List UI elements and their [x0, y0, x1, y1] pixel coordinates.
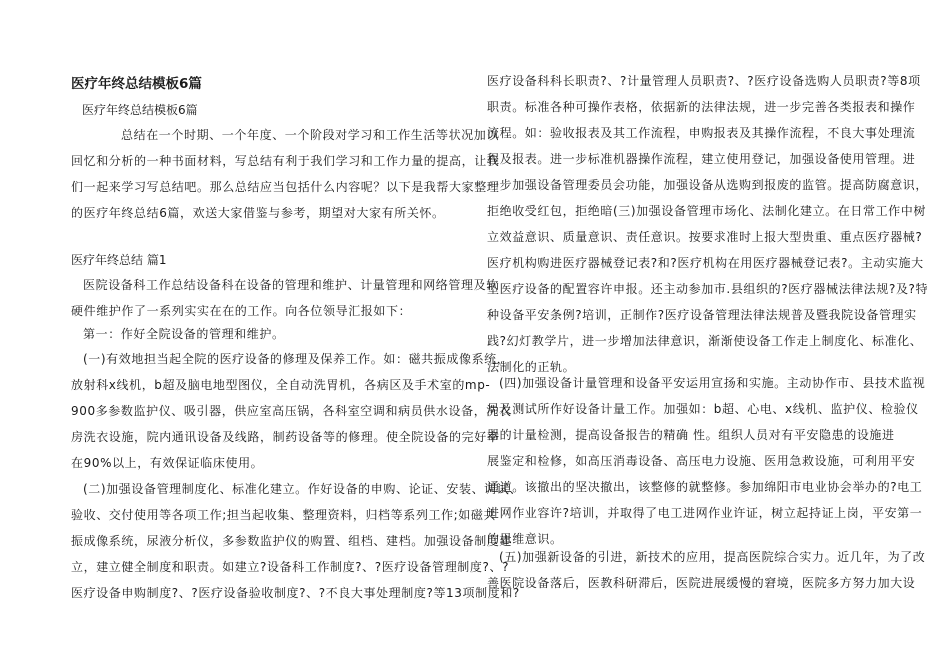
right-line: 程及报表。进一步标准机器操作流程，建立使用登记，加强设备使用管理。进	[487, 152, 916, 166]
item4-line: 进网作业容许?培训，并取得了电工进网作业许证，树立起持证上岗，平安第一	[487, 506, 923, 520]
item4-line: 展鉴定和检修，如高压消毒设备、高压电力设施、医用急救设施，可利用平安	[487, 454, 916, 468]
item2-paragraph	[71, 476, 522, 606]
intro-line: 总结在一个时期、一个年度、一个阶段对学习和工作生活等状况加以	[121, 128, 500, 142]
section-heading: 医疗年终总结 篇1	[71, 253, 167, 267]
intro-line: 回忆和分析的一种书面材料，写总结有利于我们学习和工作力量的提高，让我	[71, 154, 500, 168]
part1-heading-line: 第一：作好全院设备的管理和维护。	[83, 327, 285, 341]
document-subtitle: 医疗年终总结模板6篇	[82, 103, 198, 117]
item2-line: 振成像系统，尿液分析仪，多参数监护仪的购置、组档、建档。加强设备制度建	[71, 534, 513, 548]
right-top-paragraph	[487, 68, 929, 380]
part1-heading	[71, 321, 476, 347]
right-line: 立效益意识、质量意识、责任意识。按要求准时上报大型贵重、重点医疗器械?	[487, 230, 923, 244]
right-line: 践?幻灯教学片，进一步增加法律意识，渐渐使设备工作走上制度化、标准化、	[487, 334, 923, 348]
right-line: 型医疗设备的配置容许申报。还主动参加市.县组织的?医疗器械法律法规?及?特	[487, 282, 929, 296]
section1-intro	[71, 272, 499, 324]
item5-line: (五)加强新设备的引进，新技术的应用，提高医院综合实力。近几年，为了改	[499, 550, 926, 564]
section1-line: 硬件维护作了一系列实实在在的工作。向各位领导汇报如下：	[71, 304, 412, 318]
item2-line: (二)加强设备管理制度化、标准化建立。作好设备的申购、论证、安装、调试、	[83, 482, 522, 496]
item1-paragraph	[71, 346, 512, 476]
right-line: 医疗设备科科长职责?、?计量管理人员职责?、?医疗设备选购人员职责?等8项	[487, 74, 921, 88]
right-line: 种设备平安条例?培训，正制作?医疗设备管理法律法规普及暨我院设备管理实	[487, 308, 917, 322]
item2-line: 立，建立健全制度和职责。如建立?设备科工作制度?、?医疗设备管理制度?、?	[71, 560, 510, 574]
item4-line: (四)加强设备计量管理和设备平安运用宣扬和实施。主动协作市、县技术监视	[499, 376, 926, 390]
document-title: 医疗年终总结模板6篇	[71, 76, 202, 92]
right-line: 职责。标准各种可操作表格，依据新的法律法规，进一步完善各类报表和操作	[487, 100, 916, 114]
intro-paragraph	[71, 122, 500, 226]
section1-line: 医院设备科工作总结设备科在设备的管理和维护、计量管理和网络管理及软	[83, 278, 499, 292]
right-line: 医疗机构购进医疗器械登记表?和?医疗机构在用医疗器械登记表?。主动实施大	[487, 256, 924, 270]
item5-line: 善医院设备落后，医教科研滞后，医院进展缓慢的窘境，医院多方努力加大设	[487, 576, 916, 590]
item1-line: (一)有效地担当起全院的医疗设备的修理及保养工作。如：磁共振成像系统，	[83, 352, 510, 366]
right-line: 法制化的正轨。	[487, 360, 576, 374]
item2-line: 验收、交付使用等各项工作;担当起收集、整理资料，归档等系列工作;如磁共	[71, 508, 497, 522]
item4-line: 通道。该撤出的坚决撤出，该整修的就整修。参加绵阳市电业协会举办的?电工	[487, 480, 923, 494]
item2-line: 医疗设备申购制度?、?医疗设备验收制度?、?不良大事处理制度?等13项制度和?	[71, 586, 520, 600]
item4-line: 局及测试所作好设备计量工作。加强如：b超、心电、x线机、监护仪、检验仪	[487, 402, 919, 416]
item1-line: 放射科x线机，b超及脑电地型图仪，全自动洗胃机，各病区及手术室的mp-	[71, 378, 491, 392]
item4-paragraph	[487, 370, 926, 552]
intro-line: 的医疗年终总结6篇，欢送大家借鉴与参考，期望对大家有所关怀。	[71, 206, 445, 220]
right-line: 一步加强设备管理委员会功能，加强设备从选购到报废的监管。提高防腐意识，	[487, 178, 929, 192]
item4-line: 的思维意识。	[487, 532, 563, 546]
intro-line: 们一起来学习写总结吧。那么总结应当包括什么内容呢？以下是我帮大家整理	[71, 180, 500, 194]
item1-line: 在90%以上，有效保证临床使用。	[71, 456, 264, 470]
right-line: 流程。如：验收报表及其工作流程，申购报表及其操作流程，不良大事处理流	[487, 126, 916, 140]
item4-line: 器的计量检测，提高设备报告的精确 性。组织人员对有平安隐患的设施进	[487, 428, 895, 442]
item5-paragraph	[487, 544, 926, 596]
item1-line: 900多参数监护仪、吸引器，供应室高压锅，各科室空调和病员供水设备，洗衣	[71, 404, 512, 418]
item1-line: 房洗衣设施，院内通讯设备及线路，制药设备等的修理。使全院设备的完好率	[71, 430, 500, 444]
right-line: 拒绝收受红包，拒绝暗(三)加强设备管理市场化、法制化建立。在日常工作中树	[487, 204, 926, 218]
